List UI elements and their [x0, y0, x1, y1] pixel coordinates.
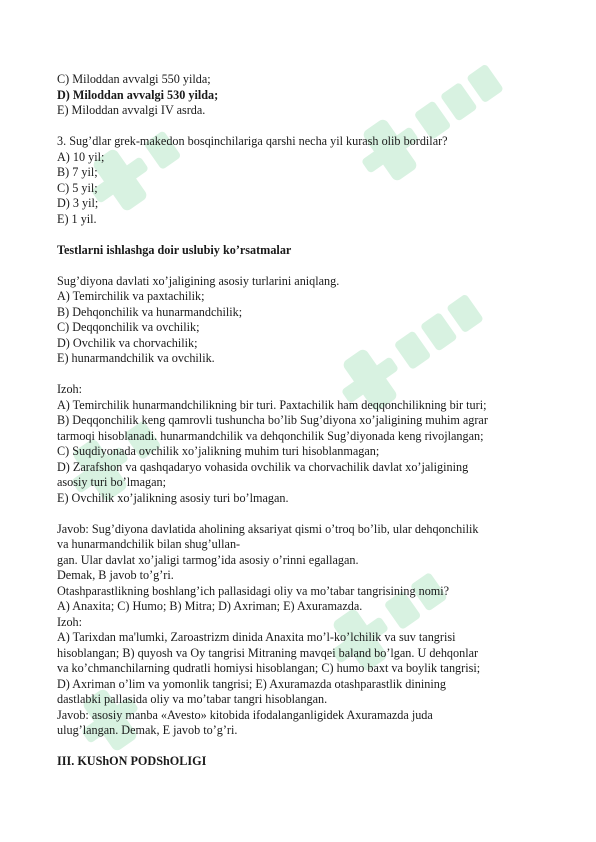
izoh-line: E) Ovchilik xo’jalikning asosiy turi bo’lmagan.	[57, 490, 289, 505]
izoh-line: B) Deqqonchilik keng qamrovli tushuncha bo’lib Sug’diyona xo’jaligining muhim agrar	[57, 413, 488, 427]
izoh-line: C) Suqdiyonada ovchilik xo’jalikning muhim turi hisoblanmagan;	[57, 444, 380, 458]
question-3-option: A) 10 yil;	[57, 149, 105, 164]
izoh-line: tarmoqi hisoblanadi. hunarmandchilik va dehqonchilik Sug’diyonada keng rivojlangan;	[57, 428, 484, 443]
document-page	[57, 72, 557, 770]
question-3-option: C) 5 yil;	[57, 180, 98, 195]
question-a-option: D) Ovchilik va chorvachilik;	[57, 335, 198, 350]
question-3-option: B) 7 yil;	[57, 165, 98, 179]
question-a-option: C) Deqqonchilik va ovchilik;	[57, 320, 200, 334]
izoh-line: asosiy turi bo’lmagan;	[57, 475, 166, 489]
izoh-line: A) Tarixdan ma'lumki, Zaroastrizm dinida Anaxita mo’l-ko’lchilik va suv tangrisi	[57, 630, 456, 644]
question-3-text: 3. Sug’dlar grek-makedon bosqinchilariga qarshi necha yil kurash olib bordilar?	[57, 134, 448, 148]
javob-line: Demak, B javob to’g’ri.	[57, 568, 174, 582]
izoh-label: Izoh:	[57, 382, 83, 396]
izoh-line: A) Temirchilik hunarmandchilikning bir turi. Paxtachilik ham deqqonchilikning bir turi;	[57, 397, 487, 412]
javob-line: Javob: asosiy manba «Avesto» kitobida ifodalanganligidek Axuramazda juda	[57, 707, 433, 722]
answer-option-c: C) Miloddan avvalgi 550 yilda;	[57, 72, 211, 86]
question-b-options: A) Anaxita; C) Humo; B) Mitra; D) Axriman; E) Axuramazda.	[57, 599, 363, 613]
answer-option-d-correct: D) Miloddan avvalgi 530 yilda;	[57, 87, 219, 102]
javob-line: gan. Ular davlat xo’jaligi tarmog’ida asosiy o’rinni egallagan.	[57, 552, 359, 567]
chapter-heading: III. KUShON PODShOLIGI	[57, 754, 207, 768]
answer-option-e: E) Miloddan avvalgi IV asrda.	[57, 103, 206, 117]
javob-line: va hunarmandchilik bilan shug’ullan-	[57, 537, 241, 551]
izoh-line: D) Zarafshon va qashqadaryo vohasida ovchilik va chorvachilik davlat xo’jaligining	[57, 459, 469, 474]
question-a-text: Sug’diyona davlati xo’jaligining asosiy turlarini aniqlang.	[57, 273, 340, 288]
question-3-option: D) 3 yil;	[57, 196, 99, 210]
question-a-option: A) Temirchilik va paxtachilik;	[57, 289, 205, 303]
izoh-line: va ko’chmanchilarning qudratli homiysi hisoblangan; C) humo baxt va boylik tangrisi;	[57, 661, 481, 675]
question-3-option: E) 1 yil.	[57, 211, 97, 226]
javob-line: ulug’langan. Demak, E javob to’g’ri.	[57, 723, 238, 737]
izoh-line: D) Axriman o’lim va yomonlik tangrisi; E) Axuramazda otashparastlik dinining	[57, 676, 446, 691]
section-heading: Testlarni ishlashga doir uslubiy ko’rsatmalar	[57, 242, 292, 257]
izoh-line: dastlabki pallasida oliy va mo’tabar tangri hisoblangan.	[57, 692, 328, 706]
question-b-text: Otashparastlikning boshlang’ich pallasidagi oliy va mo’tabar tangrisining nomi?	[57, 583, 450, 598]
izoh-label: Izoh:	[57, 614, 83, 629]
izoh-line: hisoblangan; B) quyosh va Oy tangrisi Mitraning mavqei baland bo’lgan. U dehqonlar	[57, 645, 479, 660]
question-a-option: B) Dehqonchilik va hunarmandchilik;	[57, 304, 243, 319]
javob-line: Javob: Sug’diyona davlatida aholining aksariyat qismi o’troq bo’lib, ular dehqonchilik	[57, 521, 479, 536]
question-a-option: E) hunarmandchilik va ovchilik.	[57, 351, 215, 365]
